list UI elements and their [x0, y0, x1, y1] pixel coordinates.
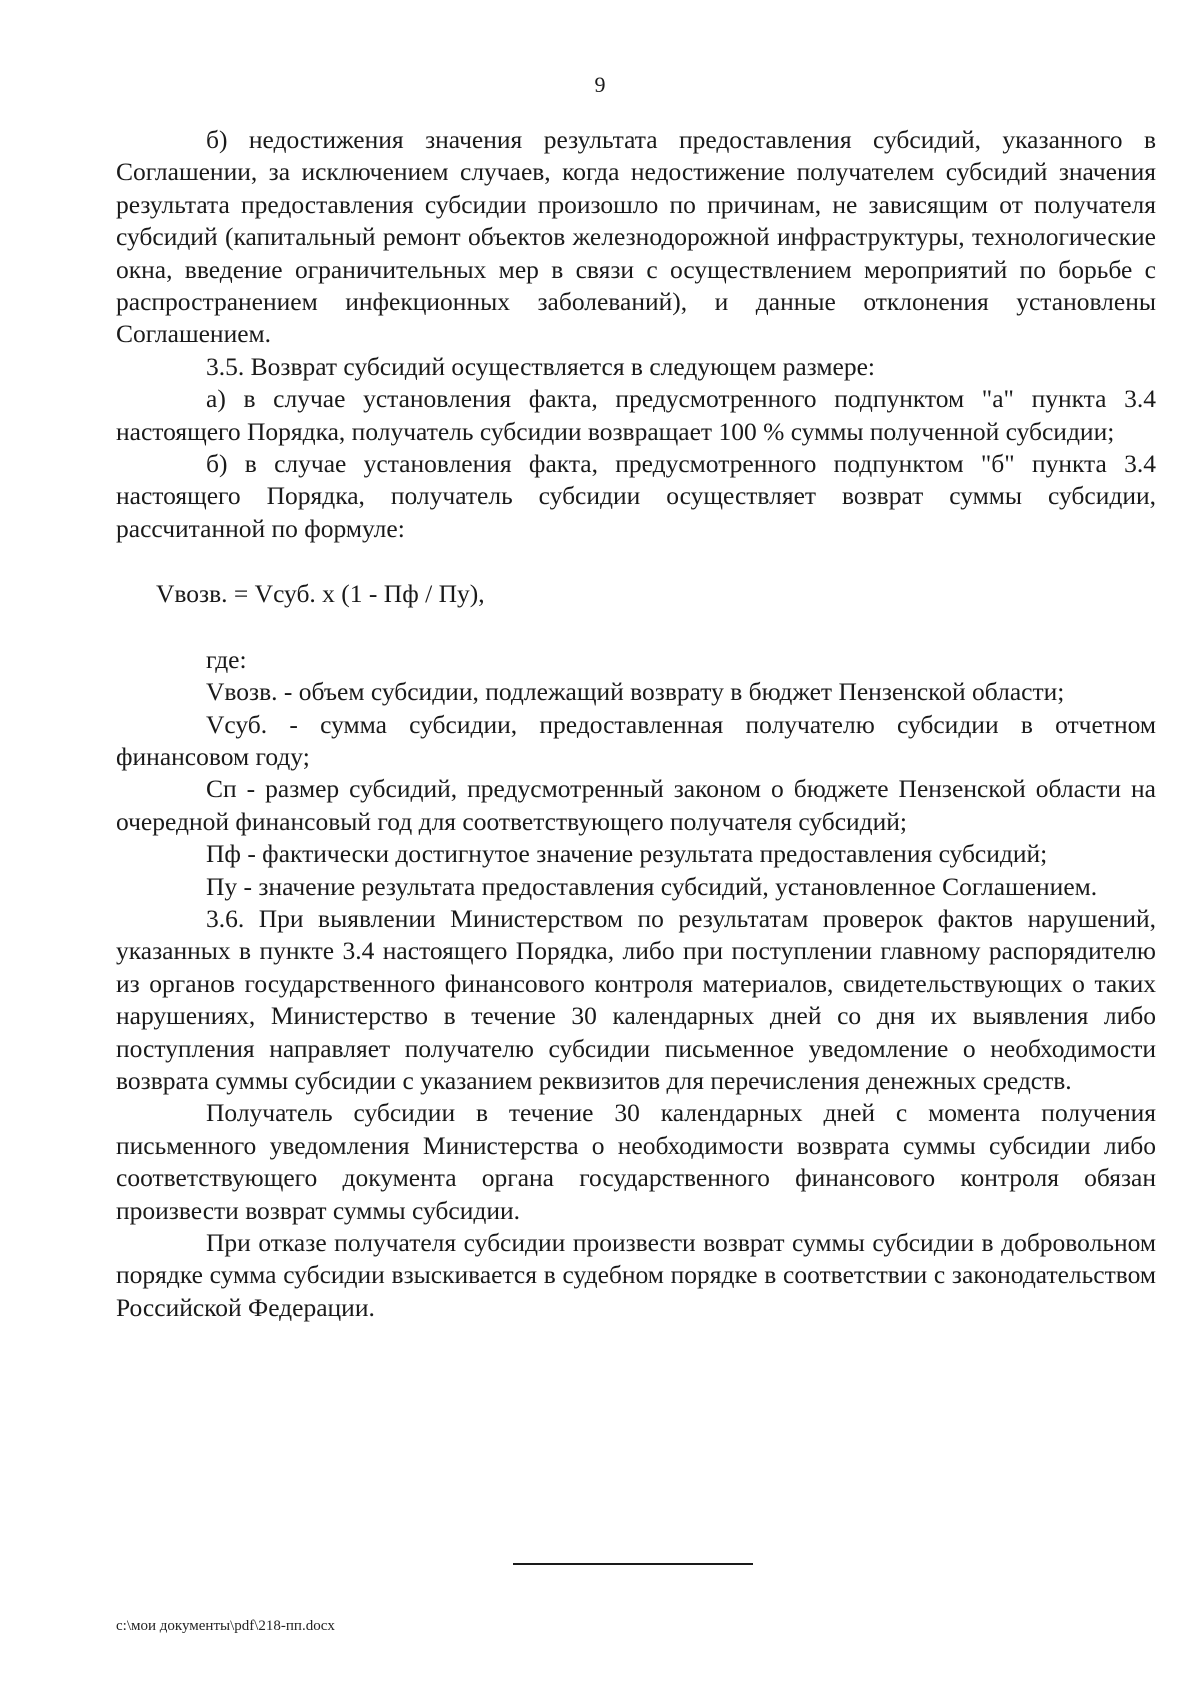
refund-formula: Vвозв. = Vсуб. х (1 - Пф / Пу),: [156, 579, 485, 609]
footer-file-path: c:\мои документы\pdf\218-пп.docx: [116, 1618, 335, 1634]
page-number: 9: [594, 72, 606, 97]
paragraph-recipient-30-days: Получатель субсидии в течение 30 календарных дней с момента получения письменного уведомления Министерства о необходимости возврата суммы субсидии либо соответствующего документа органа государственного финансового контроля обязан произвести возврат суммы субсидии.: [116, 1098, 1156, 1225]
paragraph-3-5-a: а) в случае установления факта, предусмотренного подпунктом "а" пункта 3.4 настоящего Порядка, получатель субсидии возвращает 100 % суммы полученной субсидии;: [116, 384, 1156, 446]
definition-vsub: Vсуб. - сумма субсидии, предоставленная получателю субсидии в отчетном финансовом году;: [116, 709, 1156, 771]
paragraph-3-5-b: б) в случае установления факта, предусмотренного подпунктом "б" пункта 3.4 настоящего Порядка, получатель субсидии осуществляет возврат суммы субсидии, рассчитанной по формуле:: [116, 449, 1156, 543]
definition-sp: Сп - размер субсидий, предусмотренный законом о бюджете Пензенской области на очередной финансовый год для соответствующего получателя субсидий;: [116, 774, 1156, 836]
paragraph-3-6: 3.6. При выявлении Министерством по результатам проверок фактов нарушений, указанных в пункте 3.4 настоящего Порядка, либо при поступлении главному распорядителю из органов государственного финансового контроля материалов, свидетельствующих о таких нарушениях, Министерство в течение 30 календарных дней со дня их выявления либо поступления направляет получателю субсидии письменное уведомление о необходимости возврата суммы субсидии с указанием реквизитов для перечисления денежных средств.: [116, 903, 1156, 1095]
formula-where-label: где:: [206, 644, 247, 674]
definition-vvozv: Vвозв. - объем субсидии, подлежащий возврату в бюджет Пензенской области;: [206, 677, 1065, 707]
paragraph-refusal: При отказе получателя субсидии произвести возврат суммы субсидии в добровольном порядке сумма субсидии взыскивается в судебном порядке в соответствии с законодательством Российской Федерации.: [116, 1228, 1156, 1322]
definition-pf: Пф - фактически достигнутое значение результата предоставления субсидий;: [206, 839, 1048, 869]
end-divider-line: [513, 1563, 753, 1565]
paragraph-3-5: 3.5. Возврат субсидий осуществляется в следующем размере:: [206, 351, 875, 381]
paragraph-b-non-achievement: б) недостижения значения результата предоставления субсидий, указанного в Соглашении, за исключением случаев, когда недостижение получателем субсидий значения результата предоставления субсидии произошло по причинам, не зависящим от получателя субсидий (капитальный ремонт объектов железнодорожной инфраструктуры, технологические окна, введение ограничительных мер в связи с осуществлением мероприятий по борьбе с распространением инфекционных заболеваний), и данные отклонения установлены Соглашением.: [116, 125, 1156, 349]
document-body: [116, 124, 1156, 1324]
definition-pu: Пу - значение результата предоставления субсидий, установленное Соглашением.: [206, 871, 1098, 901]
